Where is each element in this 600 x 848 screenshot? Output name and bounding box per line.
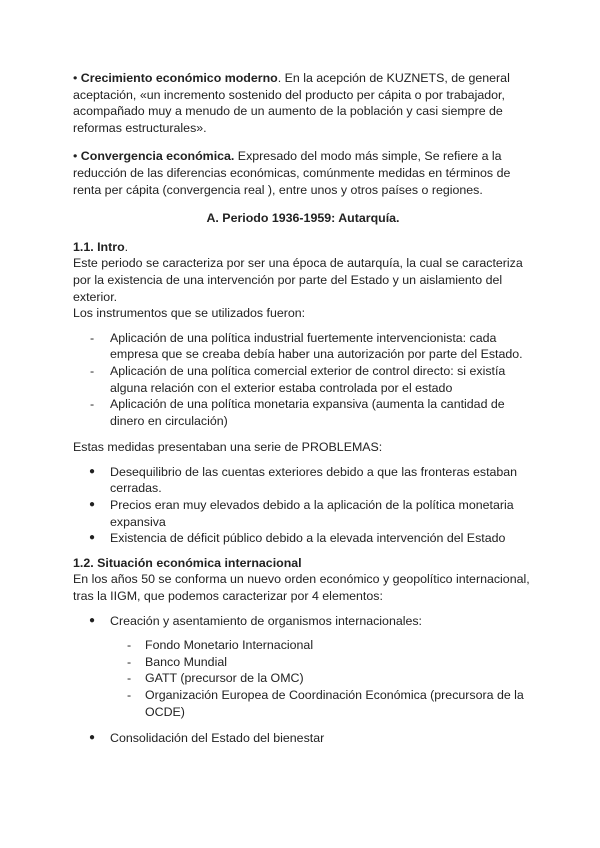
dash-marker: -: [127, 638, 132, 653]
problems-intro: Estas medidas presentaban una serie de PROBLEMAS:: [73, 440, 383, 455]
definition-term: Convergencia económica.: [80, 149, 235, 164]
list-item: [73, 330, 533, 363]
list-item: [73, 730, 533, 747]
subsection-1-1-heading: [73, 239, 533, 256]
definition-text: Expresado del modo más simple, Se refiere a la reducción de las diferencias económicas, comúnmente medidas en términos de renta per cápita (convergencia real ), entre unos y otros países o regiones.: [73, 149, 511, 197]
dash-marker: -: [90, 330, 95, 345]
bullet-marker: ●: [89, 499, 96, 511]
subsection-1-2-intro: En los años 50 se conforma un nuevo orden económico y geopolítico internacional, tras la IIGM, que podemos caracterizar por 4 elementos:: [73, 572, 530, 604]
definition-text: . En la acepción de KUZNETS, de general aceptación, «un incremento sostenido del producto per cápita o por trabajador, acompañado muy a menudo de un aumento de la población y casi siempre de reformas estructurales».: [73, 71, 510, 135]
definition-crecimiento: [73, 70, 533, 136]
subsection-1-1-intro: Este periodo se caracteriza por ser una época de autarquía, la cual se caracteriza por la existencia de una intervención por parte del Estado y un aislamiento del exterior.: [73, 256, 523, 304]
list-item: [73, 637, 533, 654]
list-item-text: Desequilibrio de las cuentas exteriores debido a que las fronteras estaban cerradas.: [110, 464, 518, 496]
bullet-glyph: •: [73, 71, 78, 85]
definition-convergencia: [73, 148, 533, 198]
list-item: [73, 613, 533, 630]
list-item-text: Creación y asentamiento de organismos internacionales:: [110, 613, 423, 628]
instruments-intro: Los instrumentos que se utilizados fueron:: [73, 306, 306, 321]
organisms-list: [73, 637, 533, 720]
list-item-text: Precios eran muy elevados debido a la aplicación de la política monetaria expansiva: [110, 498, 514, 529]
document-page: [73, 70, 533, 755]
list-item: [73, 497, 533, 530]
list-item: [73, 670, 533, 687]
bullet-glyph: •: [73, 149, 78, 164]
dash-marker: -: [90, 363, 95, 378]
definition-term: Crecimiento económico moderno: [80, 71, 278, 85]
bullet-marker: ●: [89, 732, 96, 744]
section-a-title: A. Periodo 1936-1959: Autarquía.: [206, 211, 400, 226]
problems-list: [73, 464, 533, 547]
subsection-1-1-title-suffix: .: [124, 239, 129, 254]
list-item-text: Fondo Monetario Internacional: [145, 638, 314, 653]
list-item-text: Consolidación del Estado del bienestar: [110, 731, 325, 746]
list-item: [73, 396, 533, 429]
list-item-text: GATT (precursor de la OMC): [145, 671, 304, 686]
subsection-1-1-title: 1.1. Intro: [73, 239, 125, 254]
list-item-text: Aplicación de una política industrial fuertemente intervencionista: cada empresa que se creaba debía haber una autorización por parte del Estado.: [110, 330, 523, 362]
dash-marker: -: [90, 397, 95, 412]
elements-list: [73, 613, 533, 630]
list-item-text: Existencia de déficit público debido a la elevada intervención del Estado: [110, 531, 506, 546]
list-item: [73, 530, 533, 547]
dash-marker: -: [127, 688, 132, 702]
list-item-text: Aplicación de una política monetaria expansiva (aumenta la cantidad de dinero en circulación): [110, 397, 505, 428]
list-item: [73, 464, 533, 497]
bullet-marker: ●: [89, 532, 96, 544]
subsection-1-2-title: 1.2. Situación económica internacional: [73, 555, 302, 570]
dash-marker: -: [127, 671, 132, 686]
bullet-marker: ●: [89, 614, 96, 626]
bullet-marker: ●: [89, 465, 96, 477]
list-item-text: Organización Europea de Coordinación Económica (precursora de la OCDE): [145, 688, 524, 719]
list-item-text: Aplicación de una política comercial exterior de control directo: si existía alguna relación con el exterior estaba controlada por el estado: [110, 363, 506, 395]
instruments-list: [73, 330, 533, 430]
list-item-text: Banco Mundial: [145, 654, 227, 669]
dash-marker: -: [127, 654, 132, 669]
list-item: [73, 687, 533, 720]
list-item: [73, 363, 533, 396]
list-item: [73, 654, 533, 671]
elements-list-continued: [73, 730, 533, 747]
